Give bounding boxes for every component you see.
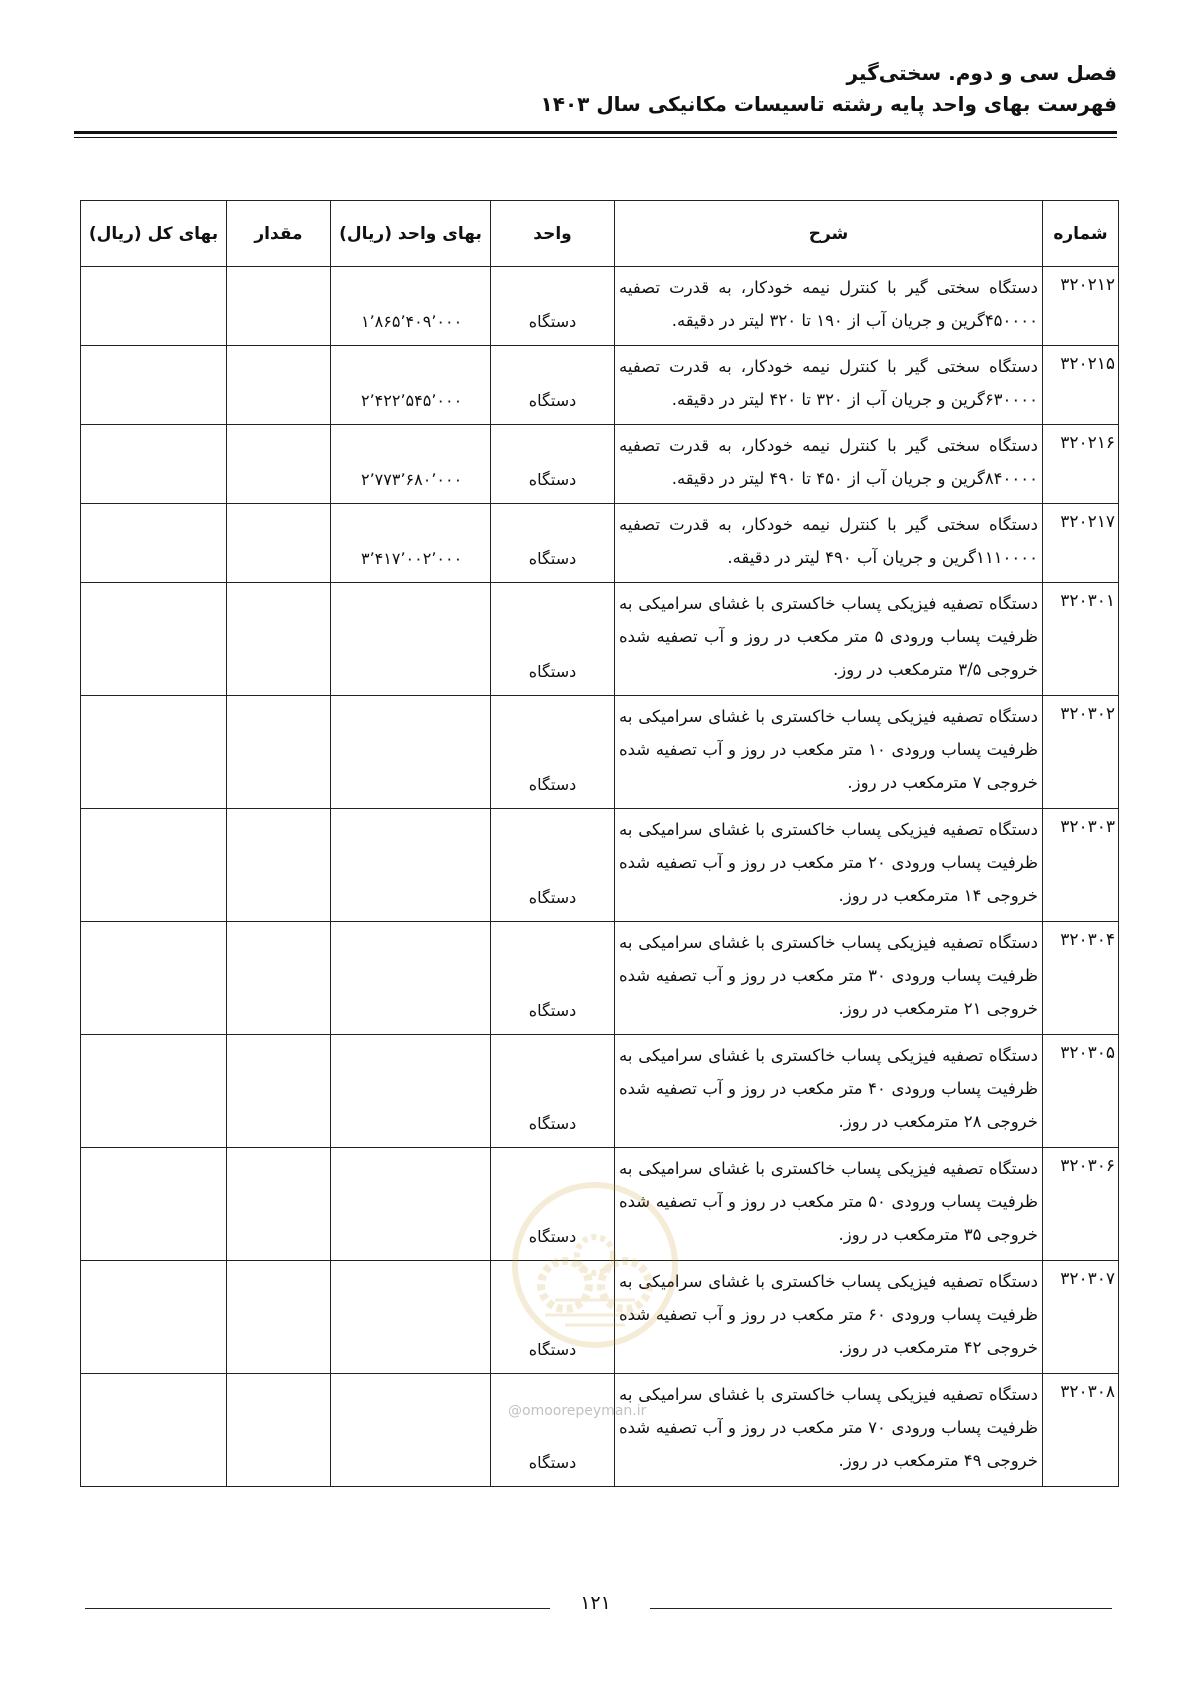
row-description: دستگاه سختی گیر با کنترل نیمه خودکار، به قدرت تصفیه ۴۵۰۰۰۰گرین و جریان آب از ۱۹۰ تا ۳۲۰ لیتر در دقیقه. bbox=[615, 267, 1043, 346]
row-total-price bbox=[81, 1148, 227, 1261]
row-description: دستگاه تصفیه فیزیکی پساب خاکستری با غشای سرامیکی به ظرفیت پساب ورودی ۱۰ متر مکعب در روز و آب تصفیه شده خروجی ۷ مترمکعب در روز. bbox=[615, 696, 1043, 809]
row-quantity bbox=[227, 1261, 331, 1374]
row-quantity bbox=[227, 696, 331, 809]
column-header-quantity: مقدار bbox=[227, 201, 331, 267]
row-unit: دستگاه bbox=[491, 809, 615, 922]
row-unit-price bbox=[331, 696, 491, 809]
row-unit: دستگاه bbox=[491, 425, 615, 504]
header-rule-thick bbox=[74, 131, 1117, 134]
row-quantity bbox=[227, 809, 331, 922]
table-row bbox=[81, 1261, 1119, 1374]
row-description: دستگاه تصفیه فیزیکی پساب خاکستری با غشای سرامیکی به ظرفیت پساب ورودی ۲۰ متر مکعب در روز و آب تصفیه شده خروجی ۱۴ مترمکعب در روز. bbox=[615, 809, 1043, 922]
row-code: ۳۲۰۲۱۶ bbox=[1043, 425, 1119, 504]
row-unit-price: ۲٬۴۲۲٬۵۴۵٬۰۰۰ bbox=[331, 346, 491, 425]
row-code: ۳۲۰۲۱۵ bbox=[1043, 346, 1119, 425]
row-quantity bbox=[227, 583, 331, 696]
row-code: ۳۲۰۳۰۲ bbox=[1043, 696, 1119, 809]
row-unit: دستگاه bbox=[491, 922, 615, 1035]
row-code: ۳۲۰۳۰۸ bbox=[1043, 1374, 1119, 1487]
table-row bbox=[81, 267, 1119, 346]
row-description: دستگاه تصفیه فیزیکی پساب خاکستری با غشای سرامیکی به ظرفیت پساب ورودی ۵۰ متر مکعب در روز و آب تصفیه شده خروجی ۳۵ مترمکعب در روز. bbox=[615, 1148, 1043, 1261]
row-unit: دستگاه bbox=[491, 1261, 615, 1374]
row-code: ۳۲۰۳۰۱ bbox=[1043, 583, 1119, 696]
row-unit: دستگاه bbox=[491, 267, 615, 346]
row-unit: دستگاه bbox=[491, 504, 615, 583]
row-quantity bbox=[227, 504, 331, 583]
row-code: ۳۲۰۳۰۵ bbox=[1043, 1035, 1119, 1148]
row-description: دستگاه سختی گیر با کنترل نیمه خودکار، به قدرت تصفیه ۶۳۰۰۰۰گرین و جریان آب از ۳۲۰ تا ۴۲۰ لیتر در دقیقه. bbox=[615, 346, 1043, 425]
row-quantity bbox=[227, 1148, 331, 1261]
row-total-price bbox=[81, 425, 227, 504]
row-total-price bbox=[81, 1374, 227, 1487]
row-unit-price: ۲٬۷۷۳٬۶۸۰٬۰۰۰ bbox=[331, 425, 491, 504]
row-unit-price bbox=[331, 1148, 491, 1261]
row-quantity bbox=[227, 922, 331, 1035]
table-row bbox=[81, 809, 1119, 922]
header-rule-thin bbox=[74, 137, 1117, 138]
row-code: ۳۲۰۳۰۳ bbox=[1043, 809, 1119, 922]
footer-rule-right bbox=[650, 1608, 1112, 1609]
price-list-table bbox=[80, 200, 1119, 1487]
row-total-price bbox=[81, 1035, 227, 1148]
row-unit-price: ۳٬۴۱۷٬۰۰۲٬۰۰۰ bbox=[331, 504, 491, 583]
row-code: ۳۲۰۲۱۷ bbox=[1043, 504, 1119, 583]
column-header-code: شماره bbox=[1043, 201, 1119, 267]
row-description: دستگاه تصفیه فیزیکی پساب خاکستری با غشای سرامیکی به ظرفیت پساب ورودی ۵ متر مکعب در روز و آب تصفیه شده خروجی ۳/۵ مترمکعب در روز. bbox=[615, 583, 1043, 696]
table-row bbox=[81, 346, 1119, 425]
row-total-price bbox=[81, 346, 227, 425]
row-total-price bbox=[81, 809, 227, 922]
row-quantity bbox=[227, 425, 331, 504]
column-header-unit: واحد bbox=[491, 201, 615, 267]
row-unit-price: ۱٬۸۶۵٬۴۰۹٬۰۰۰ bbox=[331, 267, 491, 346]
row-unit-price bbox=[331, 583, 491, 696]
row-total-price bbox=[81, 1261, 227, 1374]
table-row bbox=[81, 583, 1119, 696]
table-row bbox=[81, 1035, 1119, 1148]
row-quantity bbox=[227, 346, 331, 425]
row-unit-price bbox=[331, 1374, 491, 1487]
row-quantity bbox=[227, 267, 331, 346]
row-unit-price bbox=[331, 1035, 491, 1148]
chapter-title: فصل سی و دوم. سختی‌گیر bbox=[846, 61, 1117, 85]
table-row bbox=[81, 504, 1119, 583]
row-description: دستگاه تصفیه فیزیکی پساب خاکستری با غشای سرامیکی به ظرفیت پساب ورودی ۳۰ متر مکعب در روز و آب تصفیه شده خروجی ۲۱ مترمکعب در روز. bbox=[615, 922, 1043, 1035]
table-row bbox=[81, 425, 1119, 504]
table-row bbox=[81, 1148, 1119, 1261]
row-quantity bbox=[227, 1035, 331, 1148]
row-description: دستگاه تصفیه فیزیکی پساب خاکستری با غشای سرامیکی به ظرفیت پساب ورودی ۴۰ متر مکعب در روز و آب تصفیه شده خروجی ۲۸ مترمکعب در روز. bbox=[615, 1035, 1043, 1148]
footer-rule-left bbox=[85, 1608, 550, 1609]
row-total-price bbox=[81, 696, 227, 809]
table-row bbox=[81, 696, 1119, 809]
row-code: ۳۲۰۳۰۴ bbox=[1043, 922, 1119, 1035]
column-header-unit-price: بهای واحد (ریال) bbox=[331, 201, 491, 267]
list-title: فهرست بهای واحد پایه رشته تاسیسات مکانیکی سال ۱۴۰۳ bbox=[540, 92, 1117, 116]
row-unit: دستگاه bbox=[491, 346, 615, 425]
table-row bbox=[81, 922, 1119, 1035]
row-unit-price bbox=[331, 809, 491, 922]
row-quantity bbox=[227, 1374, 331, 1487]
row-unit: دستگاه bbox=[491, 1374, 615, 1487]
row-unit: دستگاه bbox=[491, 1035, 615, 1148]
row-description: دستگاه تصفیه فیزیکی پساب خاکستری با غشای سرامیکی به ظرفیت پساب ورودی ۶۰ متر مکعب در روز و آب تصفیه شده خروجی ۴۲ مترمکعب در روز. bbox=[615, 1261, 1043, 1374]
row-description: دستگاه سختی گیر با کنترل نیمه خودکار، به قدرت تصفیه ۸۴۰۰۰۰گرین و جریان آب از ۴۵۰ تا ۴۹۰ لیتر در دقیقه. bbox=[615, 425, 1043, 504]
watermark-text: @omoorepeyman.ir bbox=[508, 1403, 647, 1419]
row-unit: دستگاه bbox=[491, 583, 615, 696]
row-total-price bbox=[81, 504, 227, 583]
row-code: ۳۲۰۳۰۶ bbox=[1043, 1148, 1119, 1261]
row-description: دستگاه تصفیه فیزیکی پساب خاکستری با غشای سرامیکی به ظرفیت پساب ورودی ۷۰ متر مکعب در روز و آب تصفیه شده خروجی ۴۹ مترمکعب در روز. bbox=[615, 1374, 1043, 1487]
row-total-price bbox=[81, 267, 227, 346]
row-description: دستگاه سختی گیر با کنترل نیمه خودکار، به قدرت تصفیه ۱۱۱۰۰۰۰گرین و جریان آب ۴۹۰ لیتر در دقیقه. bbox=[615, 504, 1043, 583]
table-header-row bbox=[81, 201, 1119, 267]
column-header-description: شرح bbox=[615, 201, 1043, 267]
page-header bbox=[74, 58, 1117, 120]
row-unit: دستگاه bbox=[491, 696, 615, 809]
row-unit: دستگاه bbox=[491, 1148, 615, 1261]
row-unit-price bbox=[331, 1261, 491, 1374]
column-header-total-price: بهای کل (ریال) bbox=[81, 201, 227, 267]
row-code: ۳۲۰۲۱۲ bbox=[1043, 267, 1119, 346]
table-row bbox=[81, 1374, 1119, 1487]
row-code: ۳۲۰۳۰۷ bbox=[1043, 1261, 1119, 1374]
row-total-price bbox=[81, 922, 227, 1035]
page-number: ۱۲۱ bbox=[580, 1592, 611, 1614]
row-unit-price bbox=[331, 922, 491, 1035]
row-total-price bbox=[81, 583, 227, 696]
